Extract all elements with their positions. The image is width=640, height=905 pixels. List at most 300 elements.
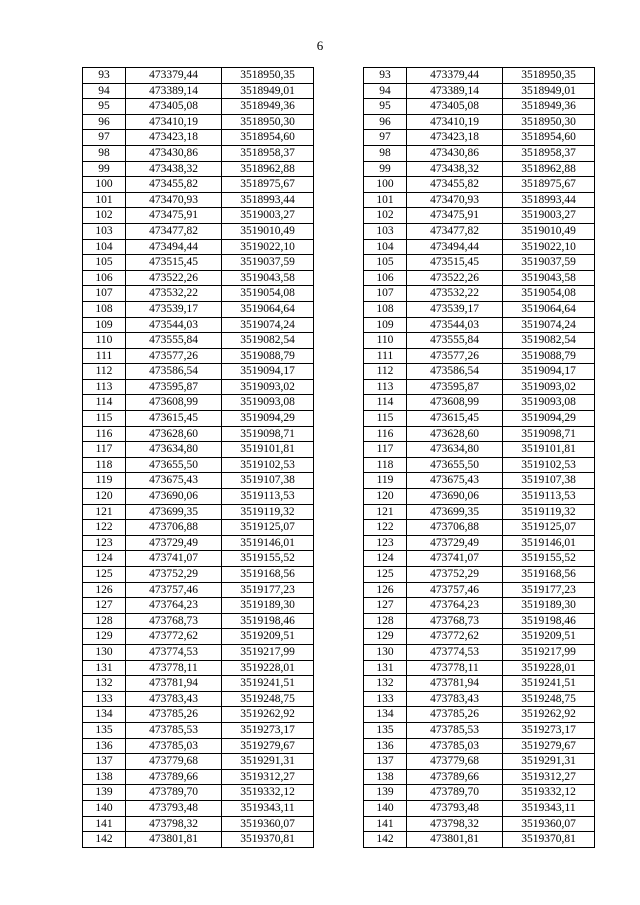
right-point-number-cell: 120 [364,489,407,505]
table-row [83,364,595,380]
column-gap [314,395,364,411]
right-y-coordinate-cell: 3519189,30 [503,598,595,614]
table-row [83,177,595,193]
table-row [83,442,595,458]
left-x-coordinate-cell: 473423,18 [126,130,222,146]
left-point-number-cell: 112 [83,364,126,380]
left-x-coordinate-cell: 473405,08 [126,99,222,115]
left-point-number-cell: 130 [83,644,126,660]
right-x-coordinate-cell: 473729,49 [407,535,503,551]
right-x-coordinate-cell: 473774,53 [407,644,503,660]
table-row [83,567,595,583]
right-y-coordinate-cell: 3518950,35 [503,68,595,84]
column-gap [314,270,364,286]
right-point-number-cell: 115 [364,411,407,427]
left-x-coordinate-cell: 473515,45 [126,255,222,271]
column-gap [314,317,364,333]
column-gap [314,800,364,816]
right-point-number-cell: 121 [364,504,407,520]
right-y-coordinate-cell: 3519273,17 [503,722,595,738]
table-row [83,395,595,411]
right-x-coordinate-cell: 473779,68 [407,754,503,770]
left-y-coordinate-cell: 3519198,46 [222,613,314,629]
table-row [83,722,595,738]
right-x-coordinate-cell: 473615,45 [407,411,503,427]
right-point-number-cell: 116 [364,426,407,442]
right-y-coordinate-cell: 3519370,81 [503,832,595,848]
left-x-coordinate-cell: 473798,32 [126,816,222,832]
right-x-coordinate-cell: 473405,08 [407,99,503,115]
right-y-coordinate-cell: 3518962,88 [503,161,595,177]
left-x-coordinate-cell: 473757,46 [126,582,222,598]
table-row [83,411,595,427]
right-x-coordinate-cell: 473793,48 [407,800,503,816]
left-x-coordinate-cell: 473690,06 [126,489,222,505]
column-gap [314,83,364,99]
right-y-coordinate-cell: 3519248,75 [503,691,595,707]
right-y-coordinate-cell: 3519125,07 [503,520,595,536]
left-y-coordinate-cell: 3519360,07 [222,816,314,832]
left-y-coordinate-cell: 3519082,54 [222,333,314,349]
left-x-coordinate-cell: 473539,17 [126,301,222,317]
left-y-coordinate-cell: 3519370,81 [222,832,314,848]
right-point-number-cell: 103 [364,223,407,239]
table-row [83,598,595,614]
right-y-coordinate-cell: 3518975,67 [503,177,595,193]
left-point-number-cell: 93 [83,68,126,84]
right-y-coordinate-cell: 3519064,64 [503,301,595,317]
column-gap [314,816,364,832]
left-point-number-cell: 102 [83,208,126,224]
left-x-coordinate-cell: 473595,87 [126,379,222,395]
right-y-coordinate-cell: 3519168,56 [503,567,595,583]
right-point-number-cell: 138 [364,769,407,785]
column-gap [314,754,364,770]
right-x-coordinate-cell: 473785,53 [407,722,503,738]
left-point-number-cell: 115 [83,411,126,427]
left-x-coordinate-cell: 473544,03 [126,317,222,333]
left-point-number-cell: 114 [83,395,126,411]
right-point-number-cell: 114 [364,395,407,411]
right-point-number-cell: 135 [364,722,407,738]
table-row [83,114,595,130]
column-gap [314,676,364,692]
left-x-coordinate-cell: 473430,86 [126,145,222,161]
right-x-coordinate-cell: 473608,99 [407,395,503,411]
right-point-number-cell: 131 [364,660,407,676]
left-y-coordinate-cell: 3519228,01 [222,660,314,676]
right-x-coordinate-cell: 473772,62 [407,629,503,645]
right-y-coordinate-cell: 3518993,44 [503,192,595,208]
right-x-coordinate-cell: 473706,88 [407,520,503,536]
right-y-coordinate-cell: 3519312,27 [503,769,595,785]
right-y-coordinate-cell: 3519332,12 [503,785,595,801]
left-point-number-cell: 136 [83,738,126,754]
table-row [83,832,595,848]
right-x-coordinate-cell: 473764,23 [407,598,503,614]
right-x-coordinate-cell: 473423,18 [407,130,503,146]
left-x-coordinate-cell: 473615,45 [126,411,222,427]
coordinates-table [82,67,595,848]
left-y-coordinate-cell: 3519102,53 [222,457,314,473]
right-point-number-cell: 112 [364,364,407,380]
right-x-coordinate-cell: 473628,60 [407,426,503,442]
left-x-coordinate-cell: 473628,60 [126,426,222,442]
right-x-coordinate-cell: 473494,44 [407,239,503,255]
column-gap [314,722,364,738]
right-point-number-cell: 137 [364,754,407,770]
page-number: 6 [316,38,324,53]
right-x-coordinate-cell: 473430,86 [407,145,503,161]
right-y-coordinate-cell: 3519155,52 [503,551,595,567]
left-x-coordinate-cell: 473706,88 [126,520,222,536]
left-y-coordinate-cell: 3519291,31 [222,754,314,770]
left-x-coordinate-cell: 473494,44 [126,239,222,255]
right-y-coordinate-cell: 3519102,53 [503,457,595,473]
table-row [83,379,595,395]
right-y-coordinate-cell: 3518949,01 [503,83,595,99]
left-y-coordinate-cell: 3519146,01 [222,535,314,551]
left-x-coordinate-cell: 473772,62 [126,629,222,645]
right-point-number-cell: 133 [364,691,407,707]
left-y-coordinate-cell: 3519054,08 [222,286,314,302]
left-x-coordinate-cell: 473555,84 [126,333,222,349]
left-x-coordinate-cell: 473634,80 [126,442,222,458]
left-point-number-cell: 99 [83,161,126,177]
right-y-coordinate-cell: 3519043,58 [503,270,595,286]
left-point-number-cell: 138 [83,769,126,785]
left-y-coordinate-cell: 3519094,17 [222,364,314,380]
right-y-coordinate-cell: 3518949,36 [503,99,595,115]
right-point-number-cell: 124 [364,551,407,567]
right-point-number-cell: 105 [364,255,407,271]
table-row [83,68,595,84]
table-row [83,192,595,208]
left-x-coordinate-cell: 473774,53 [126,644,222,660]
right-point-number-cell: 127 [364,598,407,614]
right-y-coordinate-cell: 3519113,53 [503,489,595,505]
left-x-coordinate-cell: 473785,03 [126,738,222,754]
left-x-coordinate-cell: 473608,99 [126,395,222,411]
left-x-coordinate-cell: 473789,70 [126,785,222,801]
table-row [83,348,595,364]
right-x-coordinate-cell: 473655,50 [407,457,503,473]
right-point-number-cell: 99 [364,161,407,177]
right-point-number-cell: 96 [364,114,407,130]
right-x-coordinate-cell: 473470,93 [407,192,503,208]
right-point-number-cell: 122 [364,520,407,536]
left-point-number-cell: 101 [83,192,126,208]
column-gap [314,364,364,380]
left-x-coordinate-cell: 473655,50 [126,457,222,473]
column-gap [314,286,364,302]
left-point-number-cell: 134 [83,707,126,723]
left-point-number-cell: 137 [83,754,126,770]
left-point-number-cell: 105 [83,255,126,271]
left-x-coordinate-cell: 473379,44 [126,68,222,84]
right-x-coordinate-cell: 473586,54 [407,364,503,380]
right-point-number-cell: 97 [364,130,407,146]
left-point-number-cell: 131 [83,660,126,676]
right-x-coordinate-cell: 473389,14 [407,83,503,99]
right-y-coordinate-cell: 3519010,49 [503,223,595,239]
right-y-coordinate-cell: 3519094,17 [503,364,595,380]
left-point-number-cell: 116 [83,426,126,442]
table-row [83,208,595,224]
right-x-coordinate-cell: 473781,94 [407,676,503,692]
table-row [83,457,595,473]
right-point-number-cell: 102 [364,208,407,224]
left-y-coordinate-cell: 3519262,92 [222,707,314,723]
table-row [83,551,595,567]
right-x-coordinate-cell: 473785,03 [407,738,503,754]
column-gap [314,707,364,723]
table-row [83,769,595,785]
right-x-coordinate-cell: 473539,17 [407,301,503,317]
right-x-coordinate-cell: 473785,26 [407,707,503,723]
left-point-number-cell: 97 [83,130,126,146]
table-row [83,629,595,645]
left-y-coordinate-cell: 3519312,27 [222,769,314,785]
left-point-number-cell: 122 [83,520,126,536]
left-y-coordinate-cell: 3518949,01 [222,83,314,99]
column-gap [314,177,364,193]
left-y-coordinate-cell: 3519107,38 [222,473,314,489]
table-row [83,489,595,505]
table-row [83,676,595,692]
right-x-coordinate-cell: 473757,46 [407,582,503,598]
left-y-coordinate-cell: 3518949,36 [222,99,314,115]
table-row [83,255,595,271]
right-y-coordinate-cell: 3519093,08 [503,395,595,411]
right-x-coordinate-cell: 473595,87 [407,379,503,395]
table-row [83,660,595,676]
table-row [83,83,595,99]
left-x-coordinate-cell: 473785,26 [126,707,222,723]
left-y-coordinate-cell: 3519273,17 [222,722,314,738]
column-gap [314,832,364,848]
left-x-coordinate-cell: 473785,53 [126,722,222,738]
column-gap [314,301,364,317]
column-gap [314,348,364,364]
left-y-coordinate-cell: 3519010,49 [222,223,314,239]
right-point-number-cell: 139 [364,785,407,801]
left-point-number-cell: 103 [83,223,126,239]
left-point-number-cell: 125 [83,567,126,583]
left-point-number-cell: 129 [83,629,126,645]
left-y-coordinate-cell: 3519168,56 [222,567,314,583]
right-y-coordinate-cell: 3519022,10 [503,239,595,255]
left-x-coordinate-cell: 473729,49 [126,535,222,551]
right-point-number-cell: 93 [364,68,407,84]
right-point-number-cell: 134 [364,707,407,723]
left-point-number-cell: 108 [83,301,126,317]
column-gap [314,613,364,629]
left-x-coordinate-cell: 473675,43 [126,473,222,489]
right-point-number-cell: 109 [364,317,407,333]
left-x-coordinate-cell: 473477,82 [126,223,222,239]
left-point-number-cell: 142 [83,832,126,848]
right-x-coordinate-cell: 473515,45 [407,255,503,271]
right-point-number-cell: 106 [364,270,407,286]
table-row [83,130,595,146]
left-x-coordinate-cell: 473741,07 [126,551,222,567]
left-x-coordinate-cell: 473577,26 [126,348,222,364]
column-gap [314,738,364,754]
right-x-coordinate-cell: 473752,29 [407,567,503,583]
left-x-coordinate-cell: 473793,48 [126,800,222,816]
right-y-coordinate-cell: 3519228,01 [503,660,595,676]
left-y-coordinate-cell: 3519088,79 [222,348,314,364]
left-point-number-cell: 127 [83,598,126,614]
column-gap [314,769,364,785]
column-gap [314,114,364,130]
left-y-coordinate-cell: 3518958,37 [222,145,314,161]
right-y-coordinate-cell: 3519082,54 [503,333,595,349]
right-y-coordinate-cell: 3519107,38 [503,473,595,489]
column-gap [314,644,364,660]
table-row [83,707,595,723]
left-point-number-cell: 110 [83,333,126,349]
right-point-number-cell: 98 [364,145,407,161]
column-gap [314,411,364,427]
column-gap [314,255,364,271]
right-point-number-cell: 140 [364,800,407,816]
left-x-coordinate-cell: 473532,22 [126,286,222,302]
right-y-coordinate-cell: 3518958,37 [503,145,595,161]
column-gap [314,130,364,146]
left-y-coordinate-cell: 3518954,60 [222,130,314,146]
left-y-coordinate-cell: 3518975,67 [222,177,314,193]
table-row [83,691,595,707]
left-y-coordinate-cell: 3518993,44 [222,192,314,208]
left-y-coordinate-cell: 3519043,58 [222,270,314,286]
table-row [83,317,595,333]
right-point-number-cell: 141 [364,816,407,832]
right-y-coordinate-cell: 3519094,29 [503,411,595,427]
right-x-coordinate-cell: 473544,03 [407,317,503,333]
column-gap [314,691,364,707]
column-gap [314,208,364,224]
column-gap [314,504,364,520]
column-gap [314,426,364,442]
right-y-coordinate-cell: 3518954,60 [503,130,595,146]
left-y-coordinate-cell: 3519189,30 [222,598,314,614]
column-gap [314,145,364,161]
right-y-coordinate-cell: 3519098,71 [503,426,595,442]
right-point-number-cell: 126 [364,582,407,598]
table-row [83,161,595,177]
left-y-coordinate-cell: 3519037,59 [222,255,314,271]
left-y-coordinate-cell: 3519113,53 [222,489,314,505]
right-x-coordinate-cell: 473778,11 [407,660,503,676]
left-x-coordinate-cell: 473768,73 [126,613,222,629]
left-point-number-cell: 107 [83,286,126,302]
left-x-coordinate-cell: 473752,29 [126,567,222,583]
table-row [83,644,595,660]
table-row [83,239,595,255]
right-y-coordinate-cell: 3519119,32 [503,504,595,520]
table-row [83,286,595,302]
left-point-number-cell: 132 [83,676,126,692]
right-x-coordinate-cell: 473410,19 [407,114,503,130]
left-y-coordinate-cell: 3519343,11 [222,800,314,816]
right-x-coordinate-cell: 473532,22 [407,286,503,302]
left-y-coordinate-cell: 3519248,75 [222,691,314,707]
column-gap [314,629,364,645]
right-x-coordinate-cell: 473675,43 [407,473,503,489]
right-point-number-cell: 128 [364,613,407,629]
coordinates-table-body [83,68,595,848]
left-x-coordinate-cell: 473779,68 [126,754,222,770]
left-point-number-cell: 106 [83,270,126,286]
left-point-number-cell: 128 [83,613,126,629]
table-row [83,223,595,239]
column-gap [314,473,364,489]
left-x-coordinate-cell: 473410,19 [126,114,222,130]
right-x-coordinate-cell: 473475,91 [407,208,503,224]
table-row [83,520,595,536]
right-x-coordinate-cell: 473555,84 [407,333,503,349]
left-y-coordinate-cell: 3519064,64 [222,301,314,317]
left-point-number-cell: 95 [83,99,126,115]
left-point-number-cell: 141 [83,816,126,832]
right-point-number-cell: 111 [364,348,407,364]
left-point-number-cell: 119 [83,473,126,489]
right-y-coordinate-cell: 3519037,59 [503,255,595,271]
column-gap [314,161,364,177]
right-y-coordinate-cell: 3519003,27 [503,208,595,224]
column-gap [314,535,364,551]
left-y-coordinate-cell: 3519125,07 [222,520,314,536]
right-point-number-cell: 119 [364,473,407,489]
column-gap [314,223,364,239]
right-y-coordinate-cell: 3519360,07 [503,816,595,832]
table-row [83,800,595,816]
table-row [83,582,595,598]
right-point-number-cell: 130 [364,644,407,660]
right-point-number-cell: 108 [364,301,407,317]
right-point-number-cell: 123 [364,535,407,551]
right-x-coordinate-cell: 473783,43 [407,691,503,707]
left-x-coordinate-cell: 473789,66 [126,769,222,785]
right-point-number-cell: 129 [364,629,407,645]
table-row [83,785,595,801]
table-row [83,99,595,115]
column-gap [314,239,364,255]
left-y-coordinate-cell: 3519101,81 [222,442,314,458]
left-y-coordinate-cell: 3519209,51 [222,629,314,645]
left-y-coordinate-cell: 3519098,71 [222,426,314,442]
left-y-coordinate-cell: 3518950,30 [222,114,314,130]
right-y-coordinate-cell: 3519198,46 [503,613,595,629]
left-point-number-cell: 140 [83,800,126,816]
right-x-coordinate-cell: 473699,35 [407,504,503,520]
right-y-coordinate-cell: 3519093,02 [503,379,595,395]
left-x-coordinate-cell: 473475,91 [126,208,222,224]
column-gap [314,551,364,567]
left-y-coordinate-cell: 3519093,02 [222,379,314,395]
left-y-coordinate-cell: 3519003,27 [222,208,314,224]
left-point-number-cell: 121 [83,504,126,520]
left-x-coordinate-cell: 473455,82 [126,177,222,193]
right-point-number-cell: 107 [364,286,407,302]
right-y-coordinate-cell: 3519088,79 [503,348,595,364]
left-y-coordinate-cell: 3519177,23 [222,582,314,598]
right-y-coordinate-cell: 3519177,23 [503,582,595,598]
table-row [83,816,595,832]
table-row [83,270,595,286]
